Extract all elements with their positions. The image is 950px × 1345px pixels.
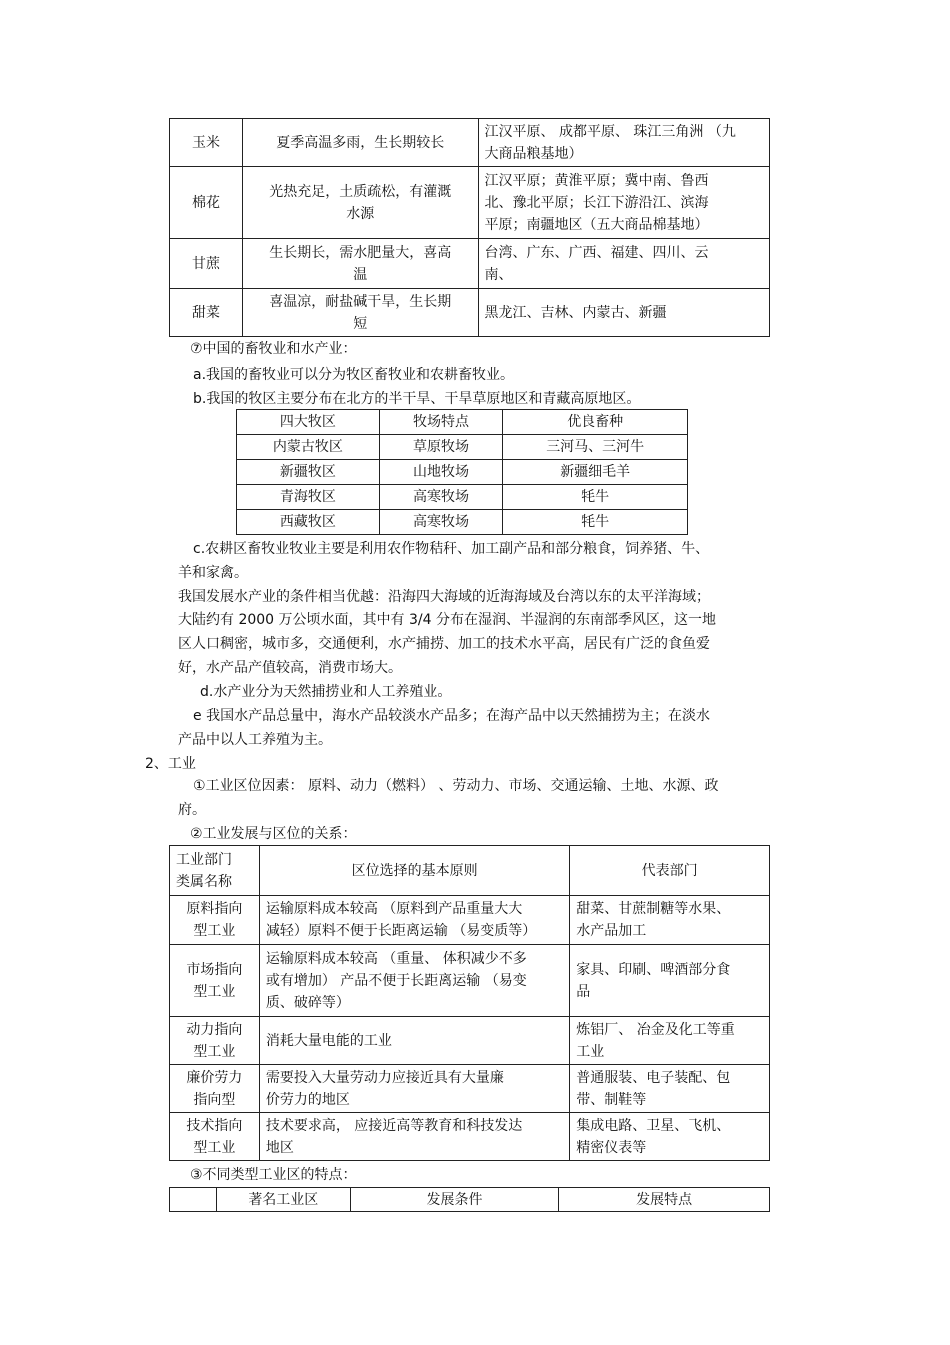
crop-condition: 光热充足，土质疏松，有灌溉 水源 [242,167,478,239]
column-header: 发展特点 [559,1188,770,1212]
example-sectors: 家具、印刷、啤酒部分食 品 [570,945,770,1017]
paragraph: 区人口稠密，城市多，交通便利，水产捕捞、加工的技术水平高，居民有广泛的食鱼爱 [178,636,710,652]
paragraph: a.我国的畜牧业可以分为牧区畜牧业和农耕畜牧业。 [193,367,515,383]
section-title: 2、工业 [145,756,196,772]
paragraph: ①工业区位因素： 原料、动力（燃料） 、劳动力、市场、交通运输、土地、水源、政 [193,778,719,794]
crop-name: 棉花 [170,167,243,239]
section-heading: ②工业发展与区位的关系： [190,826,357,842]
location-principle: 技术要求高， 应接近高等教育和科技发达 地区 [259,1113,569,1161]
paragraph: c.农耕区畜牧业牧业主要是利用农作物秸秆、加工副产品和部分粮食，饲养猪、牛、 [193,541,710,557]
column-header: 牧场特点 [379,410,503,435]
example-sectors: 炼铝厂、 冶金及化工等重 工业 [570,1017,770,1065]
location-principle: 消耗大量电能的工业 [259,1017,569,1065]
crop-condition: 喜温凉，耐盐碱干旱，生长期 短 [242,289,478,337]
crop-name: 玉米 [170,119,243,167]
table-row [170,167,770,239]
table-cell: 西藏牧区 [237,510,380,535]
table-cell: 牦牛 [503,510,688,535]
table-cell: 山地牧场 [379,460,503,485]
table-row [170,945,770,1017]
table-cell: 高寒牧场 [379,510,503,535]
table-row [170,119,770,167]
paragraph: 产品中以人工养殖为主。 [178,732,332,748]
paragraph: 羊和家禽。 [178,565,248,581]
column-header: 著名工业区 [216,1188,350,1212]
industry-type: 原料指向 型工业 [170,896,260,945]
paragraph: d.水产业分为天然捕捞业和人工养殖业。 [200,684,452,700]
table-cell: 新疆牧区 [237,460,380,485]
table-cell: 三河马、三河牛 [503,435,688,460]
paragraph: b.我国的牧区主要分布在北方的半干旱、干旱草原地区和青藏高原地区。 [193,391,641,407]
crop-table [169,118,770,337]
crop-region: 黑龙江、吉林、内蒙古、新疆 [478,289,770,337]
crop-region: 台湾、广东、广西、福建、四川、云 南、 [478,239,770,289]
example-sectors: 甜菜、甘蔗制糖等水果、 水产品加工 [570,896,770,945]
column-header: 区位选择的基本原则 [259,846,569,896]
paragraph: e 我国水产品总量中，海水产品较淡水产品多；在海产品中以天然捕捞为主；在淡水 [193,708,711,724]
table-header-row [170,1188,770,1212]
paragraph: 府。 [178,802,206,818]
column-header: 四大牧区 [237,410,380,435]
column-header: 优良畜种 [503,410,688,435]
column-header: 代表部门 [570,846,770,896]
industry-type: 市场指向 型工业 [170,945,260,1017]
table-row [237,460,688,485]
crop-name: 甜菜 [170,289,243,337]
crop-condition: 生长期长，需水肥量大，喜高 温 [242,239,478,289]
crop-region: 江汉平原、 成都平原、 珠江三角洲 （九 大商品粮基地） [478,119,770,167]
pasture-table [236,409,688,535]
crop-condition: 夏季高温多雨，生长期较长 [242,119,478,167]
location-principle: 运输原料成本较高 （原料到产品重量大大 减轻）原料不便于长距离运输 （易变质等） [259,896,569,945]
table-cell: 草原牧场 [379,435,503,460]
location-principle: 需要投入大量劳动力应接近具有大量廉 价劳力的地区 [259,1065,569,1113]
example-sectors: 集成电路、卫星、飞机、 精密仪表等 [570,1113,770,1161]
table-row [170,1065,770,1113]
section-heading: ③不同类型工业区的特点： [190,1167,357,1183]
paragraph: 好，水产品产值较高，消费市场大。 [178,660,402,676]
industrial-region-table [169,1187,770,1212]
industry-type: 动力指向 型工业 [170,1017,260,1065]
table-row [170,1113,770,1161]
paragraph: 我国发展水产业的条件相当优越：沿海四大海域的近海海域及台湾以东的太平洋海域； [178,589,710,605]
table-row [237,485,688,510]
table-header-row [237,410,688,435]
column-header: 工业部门 类属名称 [170,846,260,896]
table-row [170,896,770,945]
table-row [170,289,770,337]
industry-type: 技术指向 型工业 [170,1113,260,1161]
table-cell: 新疆细毛羊 [503,460,688,485]
table-cell: 内蒙古牧区 [237,435,380,460]
example-sectors: 普通服装、电子装配、包 带、制鞋等 [570,1065,770,1113]
table-cell: 牦牛 [503,485,688,510]
column-header: 发展条件 [350,1188,559,1212]
table-cell: 高寒牧场 [379,485,503,510]
table-row [170,1017,770,1065]
crop-region: 江汉平原；黄淮平原；冀中南、鲁西 北、豫北平原；长江下游沿江、滨海 平原；南疆地区（五大商品棉基地） [478,167,770,239]
table-row [237,510,688,535]
section-heading: ⑦中国的畜牧业和水产业： [190,341,357,357]
paragraph: 大陆约有 2000 万公顷水面，其中有 3/4 分布在湿润、半湿润的东南部季风区，这一地 [178,612,716,628]
table-row [237,435,688,460]
table-cell: 青海牧区 [237,485,380,510]
location-principle: 运输原料成本较高 （重量、 体积减少不多 或有增加） 产品不便于长距离运输 （易变 质、破碎等） [259,945,569,1017]
industry-location-table [169,845,770,1161]
table-row [170,239,770,289]
column-header [170,1188,217,1212]
crop-name: 甘蔗 [170,239,243,289]
industry-type: 廉价劳力 指向型 [170,1065,260,1113]
table-header-row [170,846,770,896]
